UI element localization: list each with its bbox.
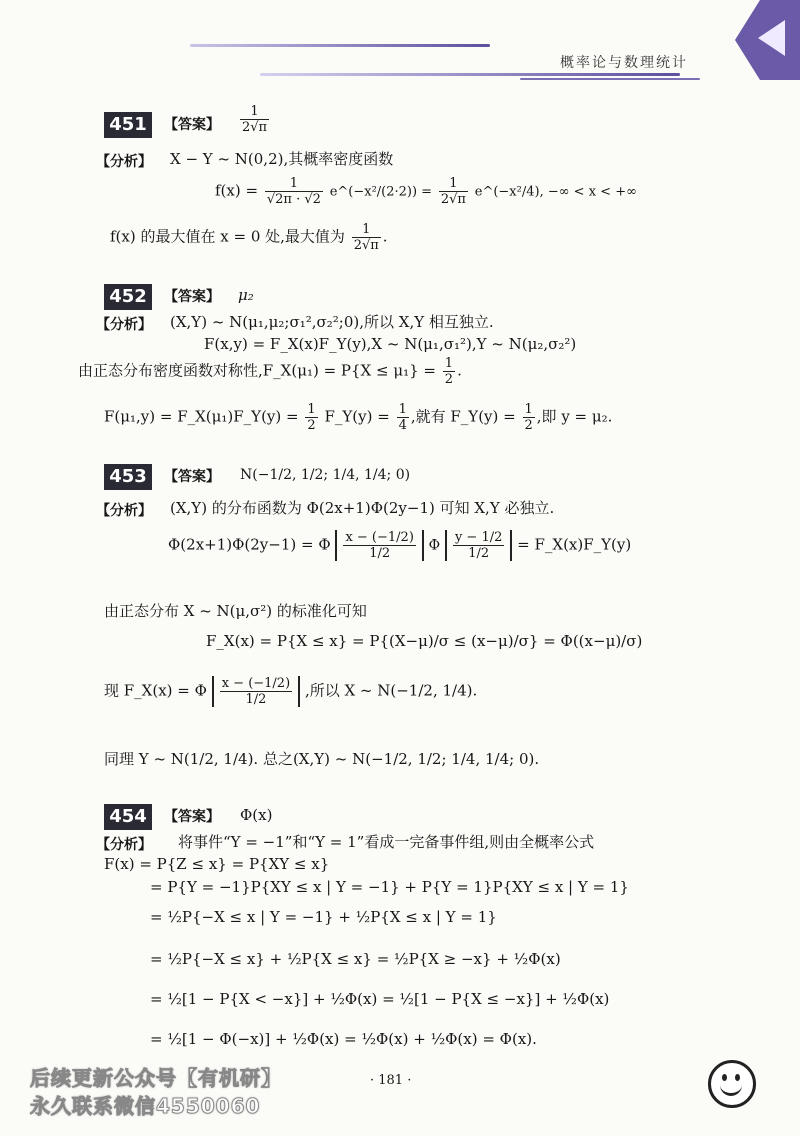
frac-numerator: 1 <box>524 402 533 417</box>
answer-value: μ₂ <box>238 286 254 304</box>
bracket <box>335 530 423 561</box>
derivation-line: = ½[1 − Φ(−x)] + ½Φ(x) = ½Φ(x) + ½Φ(x) = Φ(x). <box>150 1030 537 1048</box>
text-part: . <box>382 227 388 246</box>
header-rule-3 <box>520 78 700 80</box>
header-title: 概率论与数理统计 <box>560 55 688 71</box>
max-value-line <box>110 222 388 253</box>
frac-denominator: 2 <box>307 418 316 433</box>
analysis-line: X − Y ~ N(0,2),其概率密度函数 <box>170 150 394 168</box>
watermark-line-2: 永久联系微信4550060 <box>30 1094 261 1118</box>
header-rule-1 <box>190 44 490 47</box>
answer-value <box>238 104 271 135</box>
standardization-formula: F_X(x) = P{X ≤ x} = P{(X−μ)/σ ≤ (x−μ)/σ} = Φ((x−μ)/σ) <box>206 632 643 650</box>
answer-value: Φ(x) <box>240 806 273 824</box>
frac-numerator: 1 <box>439 176 468 192</box>
frac-numerator: x − (−1/2) <box>221 676 291 691</box>
analysis-line: 将事件“Y = −1”和“Y = 1”看成一完备事件组,则由全概率公式 <box>178 833 595 851</box>
answer-tag: 【答案】 <box>164 469 220 485</box>
answer-tag: 【答案】 <box>164 117 220 133</box>
phi-symbol: Φ <box>428 537 441 554</box>
analysis-tag: 【分析】 <box>96 317 152 333</box>
answer-tag: 【答案】 <box>164 809 220 825</box>
frac-denominator: 1/2 <box>468 546 490 561</box>
frac-denominator: √2π · √2 <box>266 192 321 207</box>
header-rule-2 <box>260 73 680 76</box>
frac-denominator: 2 <box>524 418 533 433</box>
frac-denominator: 1/2 <box>369 546 391 561</box>
frac-numerator: 1 <box>444 356 454 371</box>
derivation-line: F(x) = P{Z ≤ x} = P{XY ≤ x} <box>104 855 330 873</box>
frac-numerator: 1 <box>352 222 381 238</box>
frac-denominator: 2√π <box>440 192 466 207</box>
text-part: F_Y(y) = <box>324 407 390 426</box>
formula-part: f(x) = <box>215 181 259 200</box>
text-part: Φ(2x+1)Φ(2y−1) = Φ <box>168 535 331 554</box>
frac-numerator: 1 <box>398 402 407 417</box>
analysis-tag: 【分析】 <box>96 503 152 519</box>
analysis-line: (X,Y) ~ N(μ₁,μ₂;σ₁²,σ₂²;0),所以 X,Y 相互独立. <box>170 313 494 331</box>
derivation-line: = ½P{−X ≤ x} + ½P{X ≤ x} = ½P{X ≥ −x} + ½Φ(x) <box>150 950 561 968</box>
answer-tag: 【答案】 <box>164 289 220 305</box>
frac-numerator: 1 <box>307 402 316 417</box>
symmetry-line <box>78 356 462 387</box>
corner-arrow-icon <box>730 0 800 80</box>
text-part: ,即 y = μ₂. <box>536 407 613 426</box>
analysis-tag: 【分析】 <box>96 154 152 170</box>
question-number: 451 <box>104 112 152 138</box>
frac-denominator: 2 <box>444 372 454 387</box>
answer-denominator: 2√π <box>242 120 268 135</box>
watermark-line-1: 后续更新公众号【有机研】 <box>30 1066 282 1090</box>
derivation-line: = ½P{−X ≤ x | Y = −1} + ½P{X ≤ x | Y = 1} <box>150 908 497 926</box>
phi-product-formula <box>168 530 631 561</box>
analysis-line: F(x,y) = F_X(x)F_Y(y),X ~ N(μ₁,σ₁²),Y ~ N(μ₂,σ₂²) <box>204 335 577 353</box>
derivation-line: = ½[1 − P{X < −x}] + ½Φ(x) = ½[1 − P{X ≤ −x}] + ½Φ(x) <box>150 990 610 1008</box>
smiley-mouth <box>720 1079 742 1096</box>
text-part: 现 F_X(x) = Φ <box>104 681 207 700</box>
formula-part: e^(−x²/(2·2)) = <box>329 184 433 200</box>
text-part: 由正态分布密度函数对称性,F_X(μ₁) = P{X ≤ μ₁} = <box>78 361 436 380</box>
frac-denominator: 1/2 <box>245 692 267 707</box>
text-part: F(μ₁,y) = F_X(μ₁)F_Y(y) = <box>104 407 299 426</box>
frac-numerator: x − (−1/2) <box>345 530 414 545</box>
text-part: = F_X(x)F_Y(y) <box>517 535 632 554</box>
frac-denominator: 2√π <box>353 238 379 253</box>
analysis-tag: 【分析】 <box>96 837 152 853</box>
result-line <box>104 402 612 433</box>
frac-numerator: 1 <box>265 176 323 192</box>
text-part: ,所以 X ~ N(−1/2, 1/4). <box>304 681 478 700</box>
answer-value: N(−1/2, 1/2; 1/4, 1/4; 0) <box>240 467 411 483</box>
density-formula <box>215 176 637 207</box>
formula-part: e^(−x²/4), −∞ < x < +∞ <box>474 184 637 200</box>
question-number: 454 <box>104 804 152 830</box>
page-number: · 181 · <box>370 1073 412 1088</box>
derivation-line: = P{Y = −1}P{XY ≤ x | Y = −1} + P{Y = 1}P{XY ≤ x | Y = 1} <box>150 878 629 896</box>
text-part: ,就有 F_Y(y) = <box>410 407 516 426</box>
current-fx-line <box>104 676 477 707</box>
frac-denominator: 4 <box>398 418 407 433</box>
conclusion-line: 同理 Y ~ N(1/2, 1/4). 总之(X,Y) ~ N(−1/2, 1/2; 1/4, 1/4; 0). <box>104 750 540 768</box>
bracket <box>445 530 512 561</box>
text-part: . <box>457 361 462 380</box>
question-number: 452 <box>104 284 152 310</box>
text-part: f(x) 的最大值在 x = 0 处,最大值为 <box>110 227 345 246</box>
question-number: 453 <box>104 464 152 490</box>
analysis-line: 由正态分布 X ~ N(μ,σ²) 的标准化可知 <box>104 602 367 620</box>
answer-numerator: 1 <box>240 104 269 120</box>
smiley-icon <box>708 1060 756 1108</box>
frac-numerator: y − 1/2 <box>454 530 503 545</box>
analysis-line: (X,Y) 的分布函数为 Φ(2x+1)Φ(2y−1) 可知 X,Y 必独立. <box>170 499 555 517</box>
bracket <box>212 676 300 707</box>
